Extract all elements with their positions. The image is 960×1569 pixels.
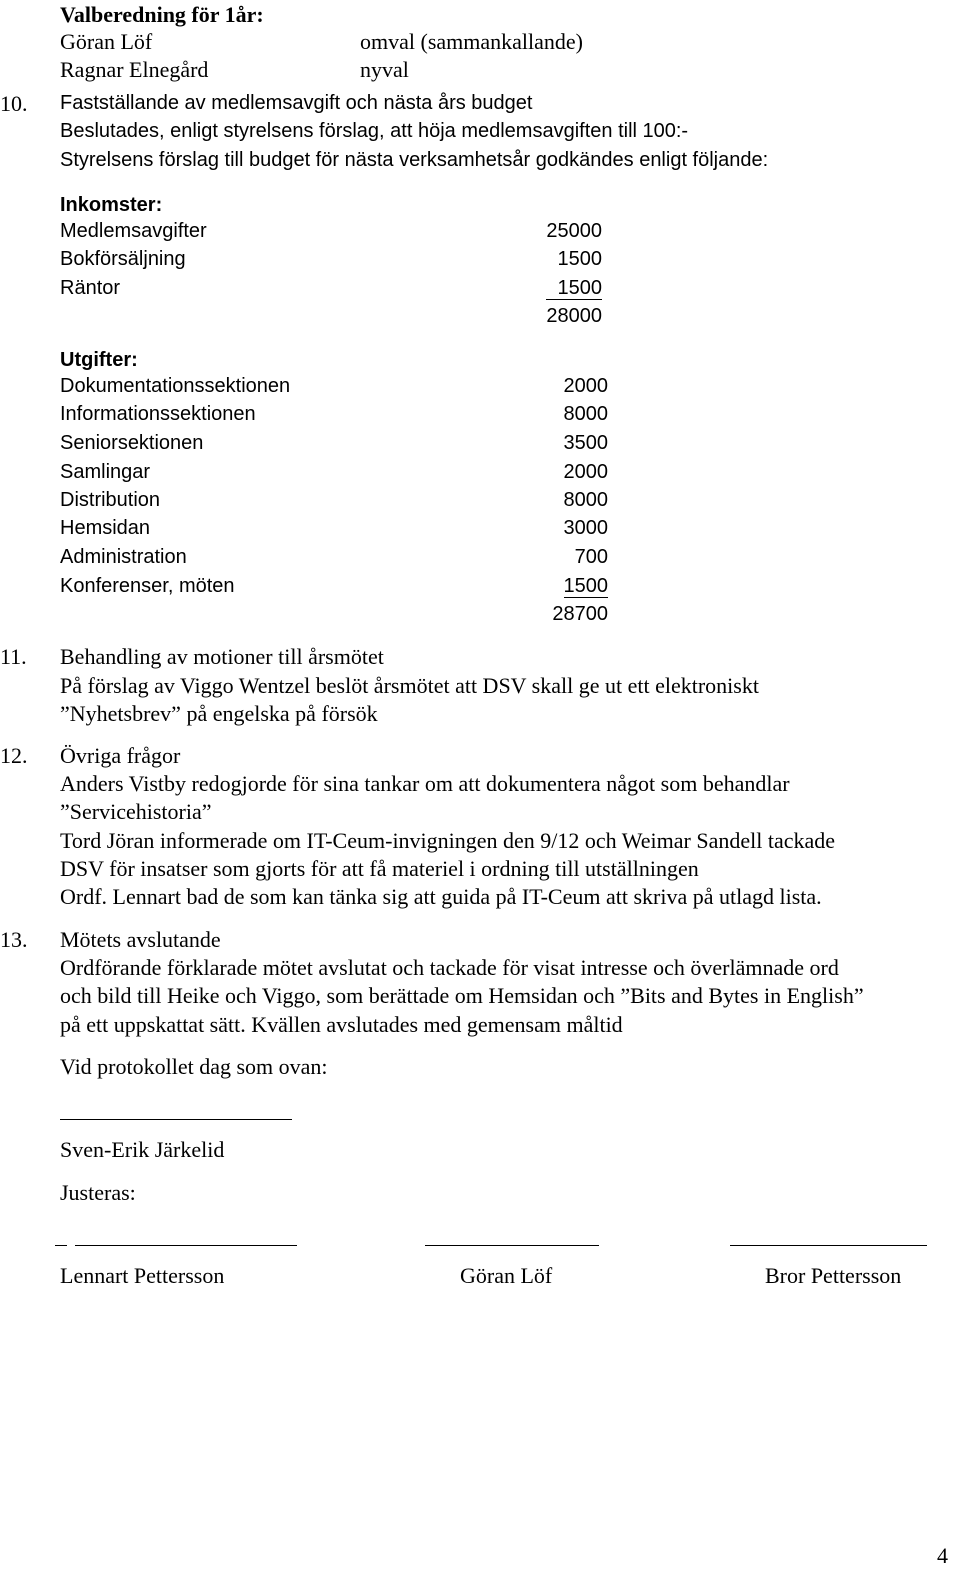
budget-row-label: Bokförsäljning [60, 248, 186, 270]
budget-row-value: 8000 [563, 489, 608, 511]
protocol-text: Vid protokollet dag som ovan: [60, 1054, 328, 1079]
budget-row-label: Informationssektionen [60, 403, 256, 425]
budget-row-label: Räntor [60, 277, 121, 299]
income-total: 28000 [546, 305, 602, 327]
valberedning-member-status: omval (sammankallande) [360, 29, 583, 54]
section-text-line: Tord Jöran informerade om IT-Ceum-invigningen den 9/12 och Weimar Sandell tackade [60, 828, 836, 853]
budget-row-label: Seniorsektionen [60, 432, 204, 454]
section-text-line: Styrelsens förslag till budget för nästa verksamhetsår godkändes enligt följande: [60, 149, 769, 171]
budget-row-value: 8000 [563, 403, 608, 425]
budget-row-label: Distribution [60, 489, 161, 511]
section-number: 11. [0, 644, 27, 669]
budget-row-label: Dokumentationssektionen [60, 375, 291, 397]
signer-name: Lennart Pettersson [60, 1263, 225, 1288]
section-text-line: ”Servicehistoria” [60, 799, 212, 824]
section-title: Mötets avslutande [60, 927, 221, 952]
section-number: 13. [0, 927, 28, 952]
budget-row-value: 3000 [563, 517, 608, 539]
section-text-line: på ett uppskattat sätt. Kvällen avslutades med gemensam måltid [60, 1012, 623, 1037]
section-title: Fastställande av medlemsavgift och nästa års budget [60, 92, 533, 114]
expense-heading: Utgifter: [60, 349, 138, 371]
section-title: Behandling av motioner till årsmötet [60, 644, 384, 669]
budget-row-value: 25000 [546, 220, 602, 242]
signer-name: Bror Pettersson [765, 1263, 902, 1288]
section-number: 12. [0, 743, 28, 768]
expense-total: 28700 [552, 603, 608, 625]
page-number: 4 [937, 1543, 948, 1568]
valberedning-member-name: Ragnar Elnegård [60, 57, 209, 82]
budget-row-label: Konferenser, möten [60, 575, 235, 597]
valberedning-member-name: Göran Löf [60, 29, 153, 54]
budget-row-label: Administration [60, 546, 187, 568]
justeras-label: Justeras: [60, 1180, 136, 1205]
section-text-line: Anders Vistby redogjorde för sina tankar om att dokumentera något som behandlar [60, 771, 790, 796]
section-title: Övriga frågor [60, 743, 181, 768]
budget-row-label: Hemsidan [60, 517, 151, 539]
budget-row-value: 1500 [546, 278, 603, 300]
signature-line [425, 1245, 599, 1246]
budget-row-value: 700 [574, 546, 608, 568]
section-text-line: Ordförande förklarade mötet avslutat och tackade för visat intresse och överlämnade ord [60, 955, 839, 980]
secretary-signature-line [60, 1119, 292, 1120]
signature-line [75, 1245, 297, 1246]
signer-name: Göran Löf [460, 1263, 553, 1288]
budget-row-value: 2000 [563, 461, 608, 483]
budget-row-value: 1500 [563, 575, 608, 597]
valberedning-member-status: nyval [360, 57, 409, 82]
section-text-line: ”Nyhetsbrev” på engelska på försök [60, 701, 378, 726]
budget-row-label: Medlemsavgifter [60, 220, 207, 242]
section-text-line: Beslutades, enligt styrelsens förslag, att höja medlemsavgiften till 100:- [60, 120, 689, 142]
signature-line [730, 1245, 927, 1246]
budget-row-label: Samlingar [60, 461, 151, 483]
secretary-name: Sven-Erik Järkelid [60, 1137, 225, 1162]
budget-row-value: 3500 [563, 432, 608, 454]
section-text-line: På förslag av Viggo Wentzel beslöt årsmötet att DSV skall ge ut ett elektroniskt [60, 673, 759, 698]
section-text-line: DSV för insatser som gjorts för att få materiel i ordning till utställningen [60, 856, 699, 881]
signature-line-dash [55, 1245, 67, 1246]
section-text-line: och bild till Heike och Viggo, som berättade om Hemsidan och ”Bits and Bytes in English” [60, 983, 864, 1008]
income-heading: Inkomster: [60, 194, 163, 216]
budget-row-value: 2000 [563, 375, 608, 397]
section-text-line: Ordf. Lennart bad de som kan tänka sig att guida på IT-Ceum att skriva på utlagd lista. [60, 884, 822, 909]
section-number: 10. [0, 91, 28, 116]
budget-row-value: 1500 [557, 248, 602, 270]
valberedning-heading: Valberedning för 1år: [60, 2, 264, 27]
